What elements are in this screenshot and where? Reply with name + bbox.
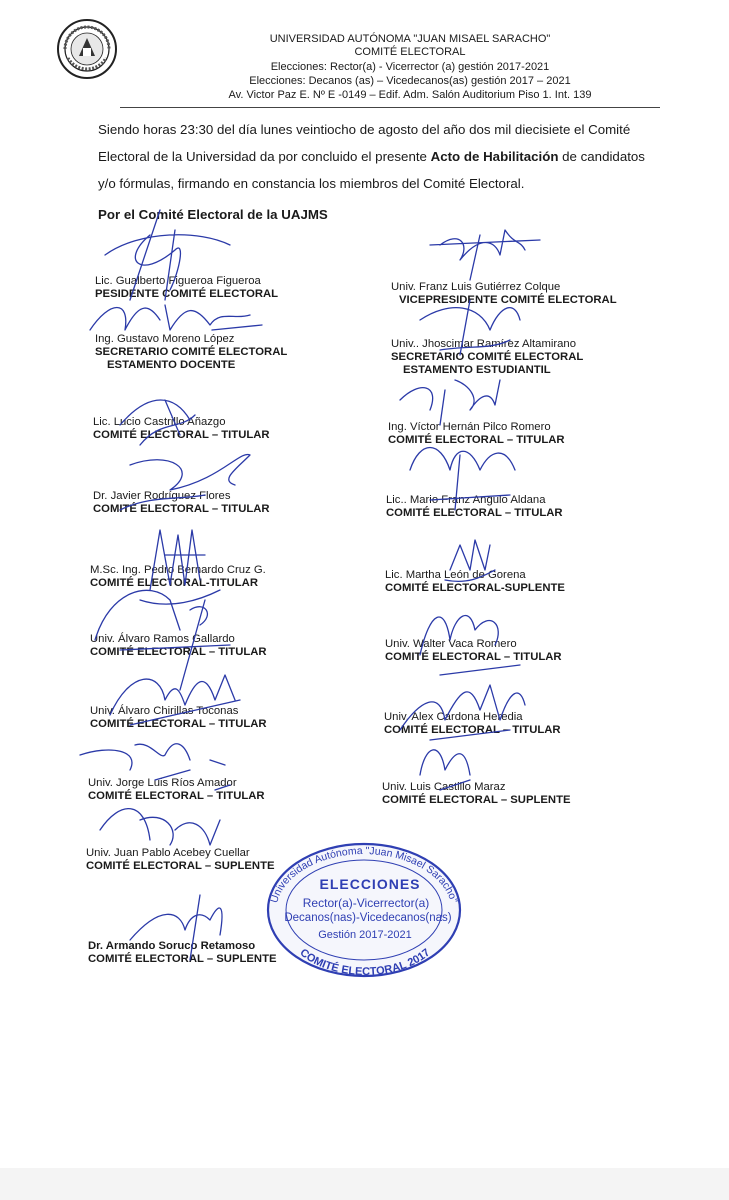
signatory-name: M.Sc. Ing. Pedro Bernardo Cruz G.	[90, 564, 266, 576]
signatory-name: Univ. Walter Vaca Romero	[385, 638, 517, 650]
university-name: UNIVERSIDAD AUTÓNOMA "JUAN MISAEL SARACHO"	[269, 33, 551, 45]
signatory-name: Univ. Álvaro Chirillas Toconas	[90, 705, 239, 717]
signatory-block	[382, 781, 571, 807]
signatory-role: COMITÉ ELECTORAL – TITULAR	[93, 429, 270, 441]
signatory-block	[385, 638, 562, 664]
signatory-role: COMITÉ ELECTORAL-SUPLENTE	[385, 582, 565, 594]
signatory-block	[90, 705, 267, 731]
signatory-name: Univ. Juan Pablo Acebey Cuellar	[86, 847, 250, 859]
signatory-name: Univ. Jorge Luis Ríos Amador	[88, 777, 237, 789]
body-bold-phrase: Acto de Habilitación	[430, 149, 559, 164]
signatory-role: COMITÉ ELECTORAL – TITULAR	[88, 790, 265, 802]
signature-right-3	[400, 380, 500, 425]
signatory-name: Lic. Martha León de Gorena	[385, 569, 526, 581]
signatory-block	[386, 494, 563, 520]
signatory-name: Lic. Gualberto Figueroa Figueroa	[95, 275, 261, 287]
signatory-block	[86, 847, 275, 873]
signatory-name: Ing. Gustavo Moreno López	[95, 333, 235, 345]
stamp-title: ELECCIONES	[319, 876, 421, 892]
stamp-bottom-arc: COMITÉ ELECTORAL 2017	[297, 946, 433, 978]
signature-left-9	[100, 809, 220, 845]
signatory-block	[88, 940, 277, 966]
signatory-name: Ing. Víctor Hernán Pilco Romero	[388, 421, 551, 433]
signatory-role: PESIDENTE COMITÉ ELECTORAL	[95, 288, 279, 300]
stamp-line-3: Gestión 2017-2021	[318, 929, 412, 941]
signatory-role: COMITÉ ELECTORAL-TITULAR	[90, 577, 258, 589]
signature-right-1	[430, 230, 540, 280]
signatory-name: Lic.. Mario Franz Angulo Aldana	[386, 494, 546, 506]
signatory-role: COMITÉ ELECTORAL – SUPLENTE	[382, 794, 571, 806]
signatory-role: VICEPRESIDENTE COMITÉ ELECTORAL	[399, 294, 617, 306]
signatory-name: Univ. Alex Cardona Heredia	[384, 711, 523, 723]
body-text-before: Siendo horas 23:30 del día lunes veintiocho de agosto del año dos mil diecisiete el Comité Electoral de la Universidad da por concluido el presente	[98, 122, 631, 164]
committee-name: COMITÉ ELECTORAL	[354, 46, 466, 58]
signatory-block	[95, 333, 287, 372]
signatory-role: SECRETARIO COMITÉ ELECTORAL	[95, 346, 288, 358]
signatory-name: Univ.. Jhoscimar Ramírez Altamirano	[391, 338, 576, 350]
signatory-block	[385, 569, 565, 595]
signatory-role: COMITÉ ELECTORAL – SUPLENTE	[86, 860, 275, 872]
signatory-block	[90, 564, 266, 590]
signatory-block	[384, 711, 561, 737]
stamp-line-2: Decanos(nas)-Vicedecanos(nas)	[284, 912, 452, 924]
signatory-role: COMITÉ ELECTORAL – TITULAR	[386, 507, 563, 519]
signatory-name: Dr. Armando Soruco Retamoso	[88, 940, 256, 952]
stamp-line-1: Rector(a)-Vicerrector(a)	[302, 896, 430, 910]
header-divider	[120, 107, 660, 108]
signatory-name: Univ. Luis Castillo Maraz	[382, 781, 506, 793]
address-line: Av. Victor Paz E. Nº E -0149 – Edif. Adm. Salón Auditorium Piso 1. Int. 139	[228, 89, 592, 101]
signatures-heading: Por el Comité Electoral de la UAJMS	[98, 207, 328, 222]
signatory-block	[88, 777, 265, 803]
signature-left-2	[90, 305, 262, 330]
signatory-block	[93, 490, 270, 516]
signatory-role: COMITÉ ELECTORAL – TITULAR	[388, 434, 565, 446]
signatory-role: COMITÉ ELECTORAL – TITULAR	[385, 651, 562, 663]
university-seal-logo	[56, 18, 118, 80]
signatory-block	[95, 275, 278, 301]
signatory-name: Lic. Lucio Castrillo Añazgo	[93, 416, 226, 428]
signatory-block	[388, 421, 565, 447]
signatory-role: COMITÉ ELECTORAL – TITULAR	[90, 646, 267, 658]
signatory-block	[391, 281, 617, 307]
body-text-after: de candidatos y/o fórmulas, firmando en constancia los miembros del Comité Electoral.	[98, 149, 645, 191]
signatory-block	[93, 416, 270, 442]
elections-line-2: Elecciones: Decanos (as) – Vicedecanos(as) gestión 2017 – 2021	[249, 75, 571, 87]
signatory-name: Dr. Javier Rodríguez Flores	[93, 490, 231, 502]
stamp-arc-text: Universidad Autónoma "Juan Misael Saracho"	[268, 844, 460, 905]
signatory-block	[391, 338, 583, 377]
signatory-block	[90, 633, 267, 659]
body-paragraph	[98, 116, 658, 197]
signatory-role-detail: ESTAMENTO ESTUDIANTIL	[403, 364, 551, 376]
elections-line-1: Elecciones: Rector(a) - Vicerrector (a) gestión 2017-2021	[270, 61, 550, 73]
signatory-role: COMITÉ ELECTORAL – TITULAR	[384, 724, 561, 736]
signatory-role-detail: ESTAMENTO DOCENTE	[107, 359, 236, 371]
signatory-role: COMITÉ ELECTORAL – SUPLENTE	[88, 953, 277, 965]
signatory-role: COMITÉ ELECTORAL – TITULAR	[90, 718, 267, 730]
signatory-name: Univ. Franz Luis Gutiérrez Colque	[391, 281, 561, 293]
scan-bottom-margin	[0, 1168, 729, 1200]
signatory-role: COMITÉ ELECTORAL – TITULAR	[93, 503, 270, 515]
signatory-name: Univ. Álvaro Ramos Gallardo	[90, 633, 235, 645]
elections-stamp	[264, 840, 464, 980]
signatory-role: SECRETARIO COMITÉ ELECTORAL	[391, 351, 584, 363]
